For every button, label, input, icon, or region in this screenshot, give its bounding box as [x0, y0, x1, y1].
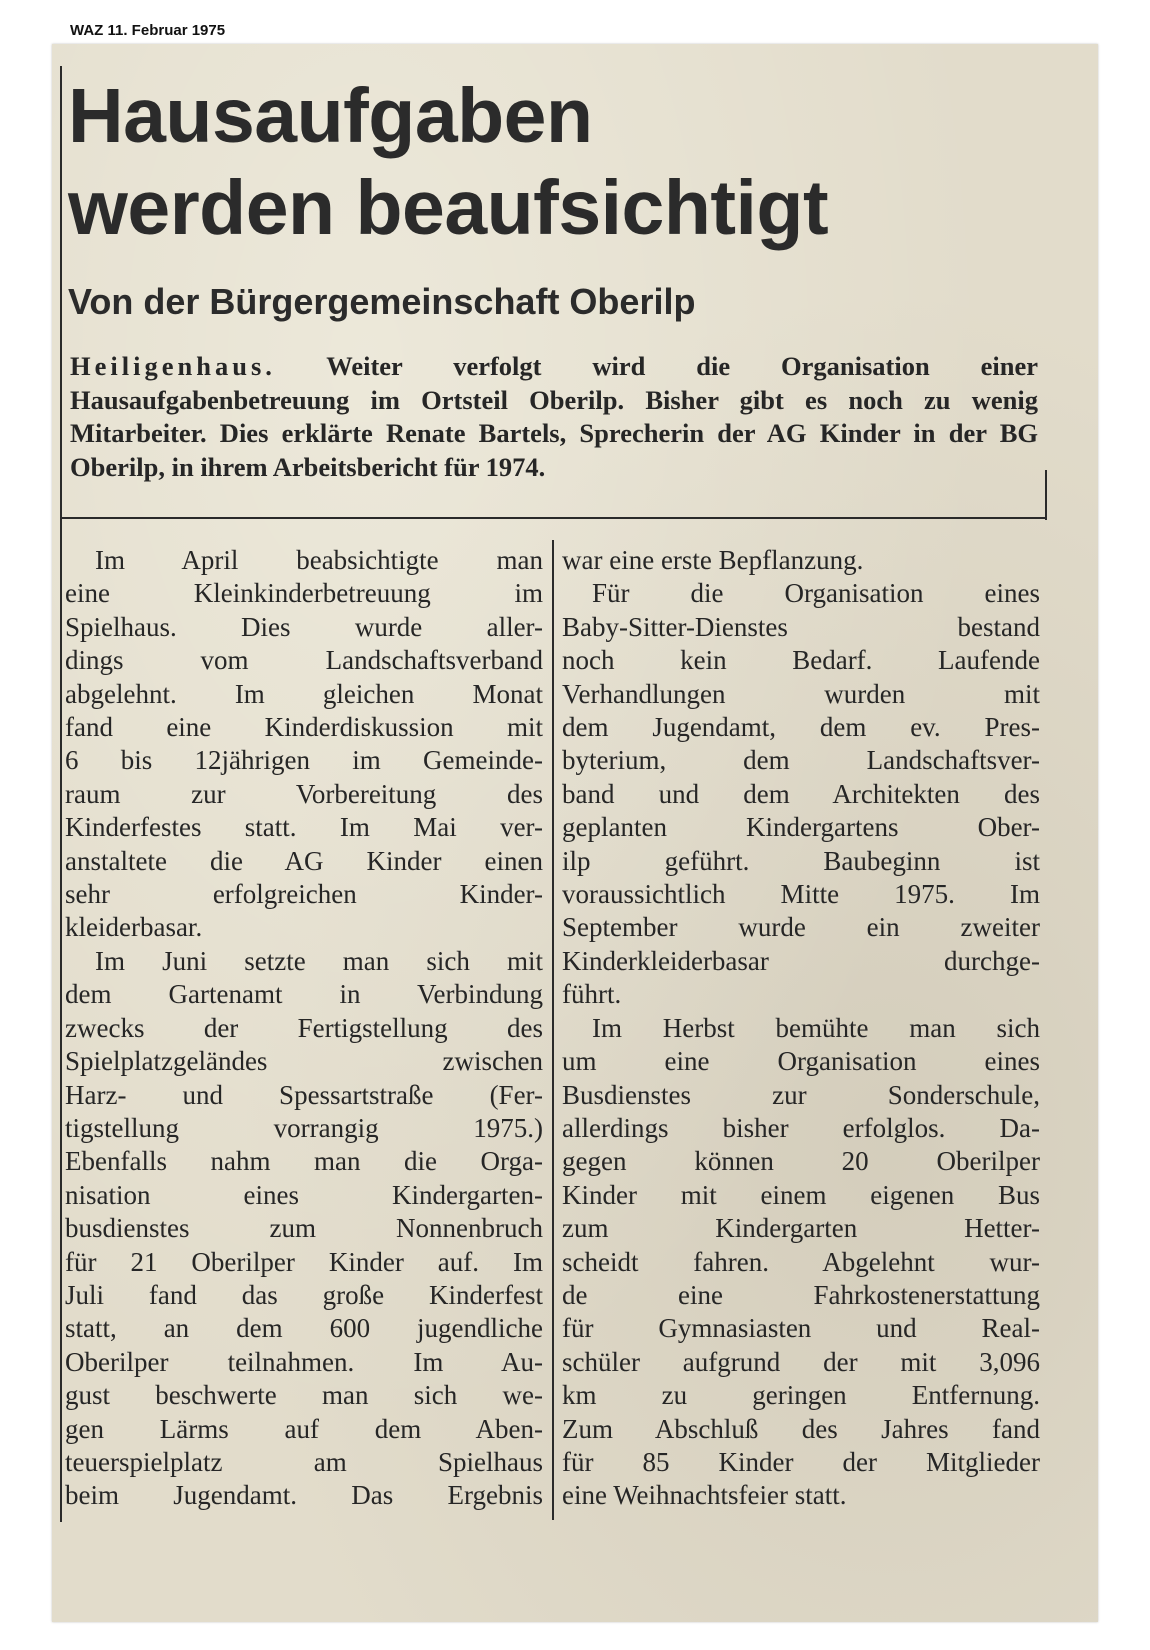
- article-line: gegen können 20 Oberilper: [562, 1146, 1040, 1177]
- article-line: dem Gartenamt in Verbindung: [65, 979, 543, 1010]
- article-line: abgelehnt. Im gleichen Monat: [65, 678, 543, 709]
- left-border-rule: [60, 66, 62, 1522]
- article-line: für Gymnasiasten und Real-: [562, 1313, 1040, 1344]
- article-line: Spielplatzgeländes zwischen: [65, 1046, 543, 1077]
- article-line: September wurde ein zweiter: [562, 912, 1040, 943]
- article-line: allerdings bisher erfolglos. Da-: [562, 1112, 1040, 1143]
- right-border-rule: [1045, 470, 1047, 520]
- article-line: gen Lärms auf dem Aben-: [65, 1413, 543, 1444]
- headline-line-1: Hausaufgaben: [68, 73, 593, 159]
- article-line: raum zur Vorbereitung des: [65, 778, 543, 809]
- headline: [68, 70, 1028, 254]
- article-line: Harz- und Spessartstraße (Fer-: [65, 1079, 543, 1110]
- article-line: 6 bis 12jährigen im Gemeinde-: [65, 745, 543, 776]
- lead-paragraph: [70, 350, 1038, 484]
- article-line: um eine Organisation eines: [562, 1046, 1040, 1077]
- article-line: noch kein Bedarf. Laufende: [562, 645, 1040, 676]
- article-line: zum Kindergarten Hetter-: [562, 1213, 1040, 1244]
- dateline: Heiligenhaus.: [70, 351, 276, 381]
- article-line: sehr erfolgreichen Kinder-: [65, 879, 543, 910]
- article-line: Kinder mit einem eigenen Bus: [562, 1179, 1040, 1210]
- article-line: war eine erste Bepflanzung.: [562, 545, 864, 575]
- article-line: Für die Organisation eines: [592, 578, 1040, 609]
- article-column-left: [65, 544, 543, 1513]
- article-line: eine Kleinkinderbetreuung im: [65, 578, 543, 609]
- article-line: Kinderkleiderbasar durchge-: [562, 945, 1040, 976]
- article-line: de eine Fahrkostenerstattung: [562, 1279, 1040, 1310]
- article-line: kleiderbasar.: [65, 912, 203, 943]
- article-line: Zum Abschluß des Jahres fand: [562, 1413, 1040, 1444]
- article-line: gust beschwerte man sich we-: [65, 1380, 543, 1411]
- article-line: führt.: [562, 979, 622, 1010]
- article-line: Im April beabsichtigte man: [95, 545, 543, 575]
- article-line: geplanten Kindergartens Ober-: [562, 812, 1040, 843]
- article-line: Kinderfestes statt. Im Mai ver-: [65, 812, 543, 843]
- article-line: fand eine Kinderdiskussion mit: [65, 712, 543, 743]
- article-line: schüler aufgrund der mit 3,096: [562, 1346, 1040, 1377]
- article-line: zwecks der Fertigstellung des: [65, 1012, 543, 1043]
- article-line: km zu geringen Entfernung.: [562, 1380, 1040, 1411]
- article-column-right: [562, 544, 1040, 1513]
- article-line: voraussichtlich Mitte 1975. Im: [562, 879, 1040, 910]
- article-line: für 85 Kinder der Mitglieder: [562, 1446, 1040, 1477]
- article-line: nisation eines Kindergarten-: [65, 1179, 543, 1210]
- article-line: beim Jugendamt. Das Ergebnis: [65, 1480, 543, 1511]
- article-line: scheidt fahren. Abgelehnt wur-: [562, 1246, 1040, 1277]
- article-line: busdienstes zum Nonnenbruch: [65, 1213, 543, 1244]
- source-caption: WAZ 11. Februar 1975: [70, 22, 226, 39]
- article-line: für 21 Oberilper Kinder auf. Im: [65, 1246, 543, 1277]
- article-line: Im Herbst bemühte man sich: [592, 1012, 1040, 1043]
- subheadline: Von der Bürgergemeinschaft Oberilp: [68, 281, 696, 322]
- article-line: dings vom Landschaftsverband: [65, 645, 543, 676]
- article-line: anstaltete die AG Kinder einen: [65, 845, 543, 876]
- article-line: band und dem Architekten des: [562, 778, 1040, 809]
- article-line: Baby-Sitter-Dienstes bestand: [562, 611, 1040, 642]
- article-line: Spielhaus. Dies wurde aller-: [65, 611, 543, 642]
- article-line: Oberilper teilnahmen. Im Au-: [65, 1346, 543, 1377]
- article-line: eine Weihnachtsfeier statt.: [562, 1480, 847, 1511]
- headline-line-2: werden beaufsichtigt: [68, 165, 829, 251]
- article-line: Busdienstes zur Sonderschule,: [562, 1079, 1040, 1110]
- column-divider-rule: [552, 540, 554, 1520]
- lead-bottom-rule: [60, 517, 1047, 519]
- lead-text: Weiter verfolgt wird die Organisation einer Hausaufgabenbetreuung im Ortsteil Oberilp. Bisher gibt es noch zu wenig Mitarbeiter. Dies erklärte Renate Bartels, Sprecherin der AG Kinder in der BG Oberilp, in ihrem Arbeitsbericht für 1974.: [70, 351, 1038, 482]
- article-line: Im Juni setzte man sich mit: [95, 945, 543, 976]
- article-line: Ebenfalls nahm man die Orga-: [65, 1146, 543, 1177]
- article-line: tigstellung vorrangig 1975.): [65, 1112, 543, 1143]
- article-line: dem Jugendamt, dem ev. Pres-: [562, 712, 1040, 743]
- article-line: teuerspielplatz am Spielhaus: [65, 1446, 543, 1477]
- article-line: byterium, dem Landschaftsver-: [562, 745, 1040, 776]
- article-line: Verhandlungen wurden mit: [562, 678, 1040, 709]
- article-line: statt, an dem 600 jugendliche: [65, 1313, 543, 1344]
- article-line: Juli fand das große Kinderfest: [65, 1279, 543, 1310]
- article-line: ilp geführt. Baubeginn ist: [562, 845, 1040, 876]
